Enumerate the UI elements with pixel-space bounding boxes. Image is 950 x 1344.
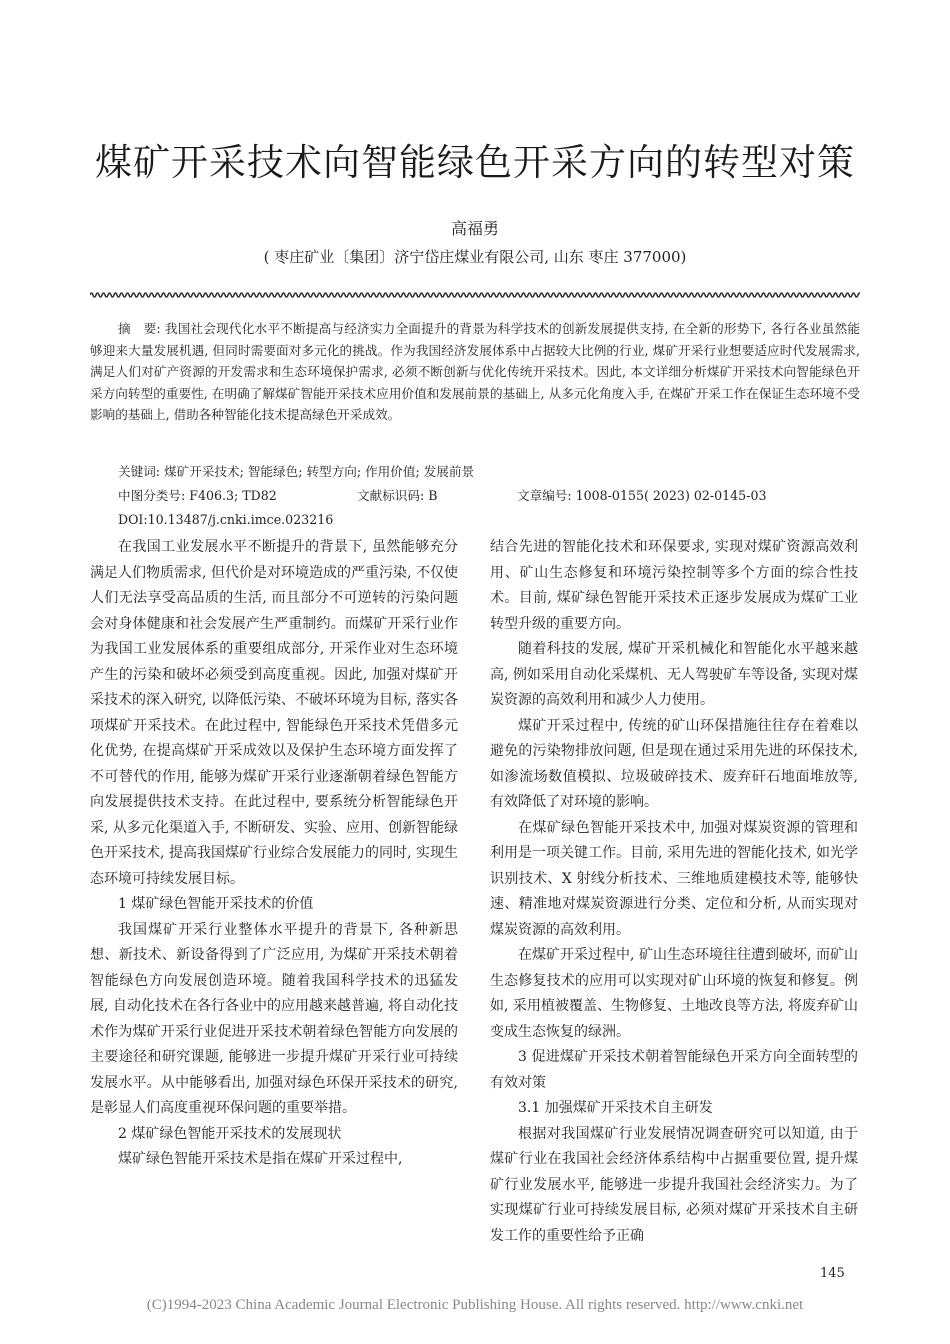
section-heading: 3 促进煤矿开采技术朝着智能绿色开采方向全面转型的有效对策 (490, 1049, 858, 1091)
body-paragraph: 我国煤矿开采行业整体水平提升的背景下, 各种新思想、新技术、新设备得到了广泛应用, 为煤矿开采技术朝着智能绿色方向发展创造环境。随着我国科学技术的迅猛发展, 自动化技术在各行各业中的应用越来越普遍, 将自动化技术作为煤矿开采行业促进开采技术朝着绿色智能方向发展的主要途径和研究课题, 能够进一步提升煤矿开采行业可持续发展水平。从中能够看出, 加强对绿色环保开采技术的研究, 是彰显人们高度重视环保问题的重要举措。 (90, 921, 458, 1116)
doi: DOI:10.13487/j.cnki.imce.023216 (118, 512, 334, 527)
paper-title: 煤矿开采技术向智能绿色开采方向的转型对策 (95, 141, 855, 184)
body-paragraph: 在我国工业发展水平不断提升的背景下, 虽然能够充分满足人们物质需求, 但代价是对环境造成的严重污染, 不仅使人们无法享受高品质的生活, 而且部分不可逆转的污染问题会对身体健康和社会发展产生严重制约。而煤矿开采行业作为我国工业发展体系的重要组成部分, 开采作业对生态环境产生的污染和破坏必须受到高度重视。因此, 加强对煤矿开采技术的深入研究, 以降低污染、不破坏环境为目标, 落实各项煤矿开采技术。在此过程中, 智能绿色开采技术凭借多元化优势, 在提高煤矿开采成效以及保护生态环境方面发挥了不可替代的作用, 能够为煤矿开采行业逐渐朝着绿色智能方向发展提供技术支持。在此过程中, 要系统分析智能绿色开采, 从多元化渠道入手, 不断研发、实验、应用、创新智能绿色开采技术, 提高我国煤矿行业综合发展能力的同时, 实现生态环境可持续发展目标。 (90, 539, 458, 887)
keywords: 关键词: 煤矿开采技术; 智能绿色; 转型方向; 作用价值; 发展前景 (118, 464, 475, 479)
body-paragraph: 煤矿开采过程中, 传统的矿山环保措施往往存在着难以避免的污染物排放问题, 但是现在通过采用先进的环保技术, 如渗流场数值模拟、垃圾破碎技术、废弃矸石地面堆放等, 有效降低了对环境的影响。 (490, 717, 858, 810)
section-heading: 2 煤矿绿色智能开采技术的发展现状 (118, 1125, 342, 1142)
copyright-footer: (C)1994-2023 China Academic Journal Electronic Publishing House. All rights reserved. http://www.cnki.net (146, 1297, 804, 1313)
wavy-divider (90, 290, 860, 300)
article-number: 文章编号: 1008-0155( 2023) 02-0145-03 (517, 488, 767, 503)
author-affiliation: ( 枣庄矿业〔集团〕济宁岱庄煤业有限公司, 山东 枣庄 377000) (263, 248, 687, 266)
body-paragraph: 煤矿绿色智能开采技术是指在煤矿开采过程中, (118, 1151, 403, 1167)
document-code: 文献标识码: B (357, 488, 438, 503)
body-paragraph: 随着科技的发展, 煤矿开采机械化和智能化水平越来越高, 例如采用自动化采煤机、无人驾驶矿车等设备, 实现对煤炭资源的高效利用和减少人力使用。 (490, 641, 858, 708)
section-heading: 1 煤矿绿色智能开采技术的价值 (118, 896, 314, 912)
section-heading: 3.1 加强煤矿开采技术自主研发 (518, 1100, 713, 1116)
abstract: 摘 要: 我国社会现代化水平不断提高与经济实力全面提升的背景为科学技术的创新发展提供支持, 在全新的形势下, 各行各业虽然能够迎来大量发展机遇, 但同时需要面对多元化的挑战。作为我国经济发展体系中占据较大比例的行业, 煤矿开采行业想要适应时代发展需求, 满足人们对矿产资源的开发需求和生态环境保护需求, 必须不断创新与优化传统开采技术。因此, 本文详细分析煤矿开采技术向智能绿色开采方向转型的重要性, 在明确了解煤矿智能开采技术应用价值和发展前景的基础上, 从多元化角度入手, 在煤矿开采工作在保证生态环境不受影响的基础上, 借助各种智能化技术提高绿色开采成效。 (90, 321, 860, 422)
clc-number: 中图分类号: F406.3; TD82 (118, 488, 277, 503)
page-number: 145 (820, 1266, 845, 1281)
body-paragraph: 在煤矿开采过程中, 矿山生态环境往往遭到破坏, 而矿山生态修复技术的应用可以实现对矿山环境的恢复和修复。例如, 采用植被覆盖、生物修复、土地改良等方法, 将废弃矿山变成生态恢复的绿洲。 (490, 947, 858, 1040)
body-right-column (490, 535, 858, 1249)
author-name: 高福勇 (450, 219, 499, 238)
body-paragraph: 在煤矿绿色智能开采技术中, 加强对煤炭资源的管理和利用是一项关键工作。目前, 采用先进的智能化技术, 如光学识别技术、X 射线分析技术、三维地质建模技术等, 能够快速、精准地对煤炭资源进行分类、定位和分析, 从而实现对煤炭资源的高效利用。 (490, 819, 858, 938)
body-paragraph: 根据对我国煤矿行业发展情况调查研究可以知道, 由于煤矿行业在我国社会经济体系结构中占据重要位置, 提升煤矿行业发展水平, 能够进一步提升我国社会经济实力。为了实现煤矿行业可持续发展目标, 必须对煤矿开采技术自主研发工作的重要性给予正确 (490, 1125, 858, 1244)
body-paragraph: 结合先进的智能化技术和环保要求, 实现对煤矿资源高效利用、矿山生态修复和环境污染控制等多个方面的综合性技术。目前, 煤矿绿色智能开采技术正逐步发展成为煤矿工业转型升级的重要方向。 (490, 539, 858, 632)
body-left-column (90, 535, 458, 1173)
